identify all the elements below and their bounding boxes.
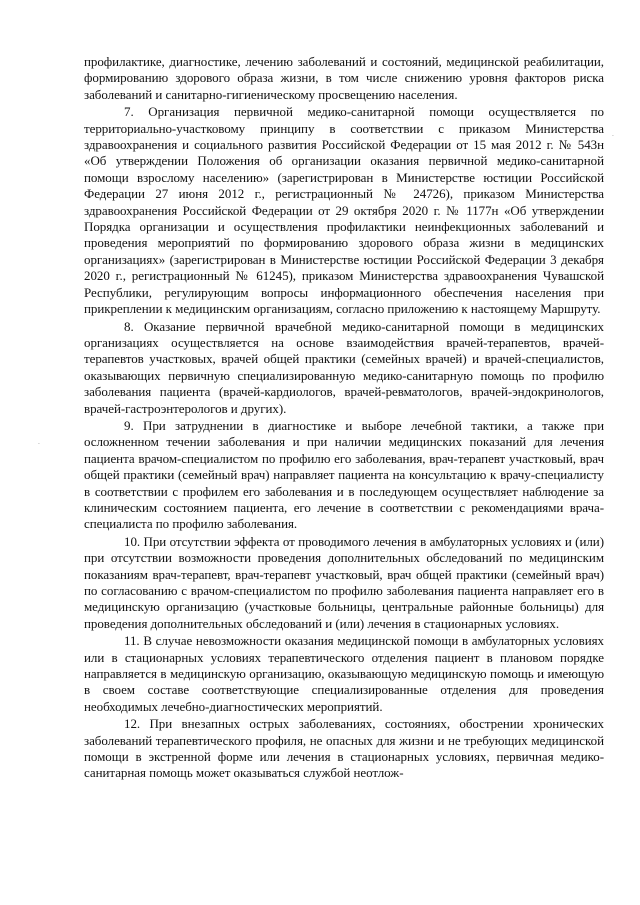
paragraph-7: 7. Организация первичной медико-санитарной помощи осуществляется по территориально-участковому принципу в соответствии с приказом Министерства здравоохранения и социального развития Российской Федерации от 15 мая 2012 г. № 543н «Об утверждении Положения об организации оказания первичной медико-санитарной помощи взрослому населению» (зарегистрирован в Министерстве юстиции Российской Федерации 27 июня 2012 г., регистрационный № 24726), приказом Министерства здравоохранения Российской Федерации от 29 октября 2020 г. № 1177н «Об утверждении Порядка организации и осуществления профилактики неинфекционных заболеваний и проведения мероприятий по формированию здорового образа жизни в медицинских организациях» (зарегистрирован в Министерстве юстиции Российской Федерации 3 декабря 2020 г., регистрационный № 61245), приказом Министерства здравоохранения Чувашской Республики, регулирующим вопросы информационного обеспечения населения при прикреплении к медицинским организациям, согласно приложению к настоящему Маршруту. xyxy=(84,104,604,317)
paragraph-12: 12. При внезапных острых заболеваниях, состояниях, обострении хронических заболеваний терапевтического профиля, не опасных для жизни и не требующих медицинской помощи в экстренной форме или лечения в стационарных условиях, первичная медико-санитарная помощь может оказываться службой неотлож- xyxy=(84,716,604,781)
document-page xyxy=(84,54,604,782)
paragraph-8: 8. Оказание первичной врачебной медико-санитарной помощи в медицинских организациях осуществляется на основе взаимодействия врачей-терапевтов, врачей-терапевтов участковых, врачей общей практики (семейных врачей) и врачей-специалистов, оказывающих первичную специализированную медико-санитарную помощь по профилю заболевания пациента (врачей-кардиологов, врачей-ревматологов, врачей-эндокринологов, врачей-гастроэнтерологов и других). xyxy=(84,318,604,416)
scan-speck: . xyxy=(38,439,40,446)
paragraph-11: 11. В случае невозможности оказания медицинской помощи в амбулаторных условиях или в стационарных условиях терапевтического отделения пациент в плановом порядке направляется в медицинскую организацию, оказывающую медицинскую помощь и имеющую в своем составе соответствующие специализированные отделения для проведения необходимых лечебно-диагностических мероприятий. xyxy=(84,633,604,714)
paragraph-9: 9. При затруднении в диагностике и выборе лечебной тактики, а также при осложненном течении заболевания и при наличии медицинских показаний для лечения пациента врачом-специалистом по профилю его заболевания, врач-терапевт участковый, врач общей практики (семейный врач) направляет пациента на консультацию к врачу-специалисту в соответствии с профилем его заболевания и в последующем осуществляет наблюдение за клиническим состоянием пациента, его лечение в соответствии с рекомендациями врача-специалиста по профилю заболевания. xyxy=(84,417,604,532)
scan-speck: . xyxy=(612,131,614,138)
paragraph-continuation: профилактике, диагностике, лечению заболеваний и состояний, медицинской реабилитации, формированию здорового образа жизни, в том числе снижению уровня факторов риска заболеваний и санитарно-гигиеническому просвещению населения. xyxy=(84,54,604,102)
paragraph-10: 10. При отсутствии эффекта от проводимого лечения в амбулаторных условиях и (или) при отсутствии возможности проведения дополнительных обследований по медицинским показаниям врач-терапевт, врач-терапевт участковый, врач общей практики (семейный врач) по согласованию с врачом-специалистом по профилю заболевания пациента направляет его в медицинскую организацию (участковые больницы, центральные районные больницы) для проведения дополнительных обследований и (или) лечения в стационарных условиях. xyxy=(84,533,604,631)
